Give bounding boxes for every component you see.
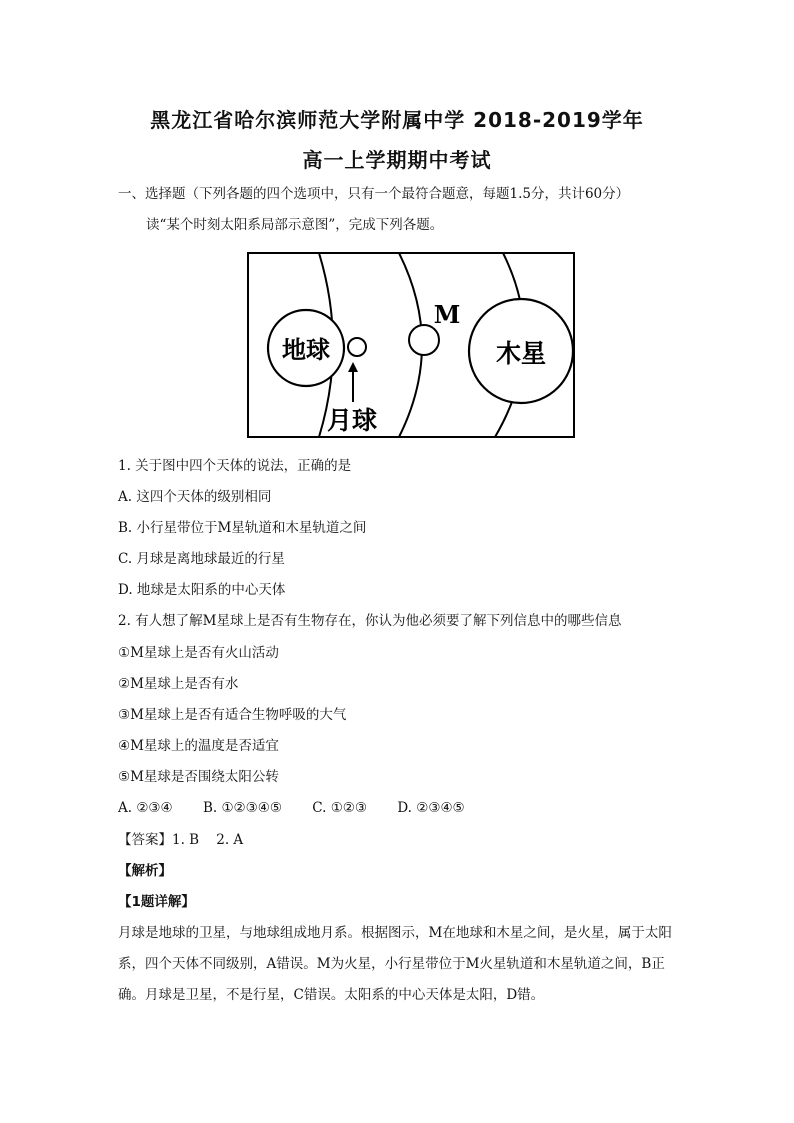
question-1-option-d: D. 地球是太阳系的中心天体 bbox=[118, 582, 286, 598]
question-2-item-1: ①M星球上是否有火山活动 bbox=[118, 645, 279, 661]
earth-label: 地球 bbox=[282, 336, 330, 364]
question-1-option-a: A. 这四个天体的级别相同 bbox=[118, 489, 272, 505]
detail-label: 【1题详解】 bbox=[118, 894, 195, 910]
m-body bbox=[409, 325, 439, 355]
question-2-option-a: A. ②③④ bbox=[118, 800, 173, 816]
solar-system-diagram bbox=[247, 252, 575, 438]
section-intro: 读“某个时刻太阳系局部示意图”，完成下列各题。 bbox=[146, 217, 444, 233]
question-2-options bbox=[118, 800, 491, 816]
question-2-item-5: ⑤M星球是否围绕太阳公转 bbox=[118, 769, 279, 785]
question-2-item-3: ③M星球上是否有适合生物呼吸的大气 bbox=[118, 707, 347, 723]
moon-body bbox=[348, 338, 366, 356]
question-2-option-b: B. ①②③④⑤ bbox=[202, 800, 282, 816]
analysis-label: 【解析】 bbox=[118, 863, 172, 879]
title-line-1: 黑龙江省哈尔滨师范大学附属中学 2018-2019学年 bbox=[150, 108, 644, 132]
question-1-option-b: B. 小行星带位于M星轨道和木星轨道之间 bbox=[118, 520, 367, 536]
detail-text: 月球是地球的卫星，与地球组成地月系。根据图示，M在地球和木星之间，是火星，属于太阳系，四个天体不同级别，A错误。M为火星，小行星带位于M火星轨道和木星轨道之间，B正确。月球是卫星，不是行星，C错误。太阳系的中心天体是太阳，D错。 bbox=[118, 925, 672, 1003]
question-2-item-2: ②M星球上是否有水 bbox=[118, 676, 239, 692]
question-2-stem: 2. 有人想了解M星球上是否有生物存在，你认为他必须要了解下列信息中的哪些信息 bbox=[118, 613, 622, 629]
moon-label: 月球 bbox=[326, 406, 378, 435]
jupiter-label: 木星 bbox=[495, 339, 547, 368]
answer-line: 【答案】1. B 2. A bbox=[118, 832, 244, 848]
question-2-option-d: D. ②③④⑤ bbox=[397, 800, 465, 816]
m-label: M bbox=[433, 300, 461, 329]
question-2-item-4: ④M星球上的温度是否适宜 bbox=[118, 738, 279, 754]
title-line-2: 高一上学期期中考试 bbox=[302, 148, 492, 172]
question-1-option-c: C. 月球是离地球最近的行星 bbox=[118, 551, 285, 567]
question-1-stem: 1. 关于图中四个天体的说法，正确的是 bbox=[118, 458, 352, 474]
section-heading: 一、选择题（下列各题的四个选项中，只有一个最符合题意，每题1.5分，共计60分） bbox=[118, 186, 630, 202]
question-2-option-c: C. ①②③ bbox=[312, 800, 368, 816]
